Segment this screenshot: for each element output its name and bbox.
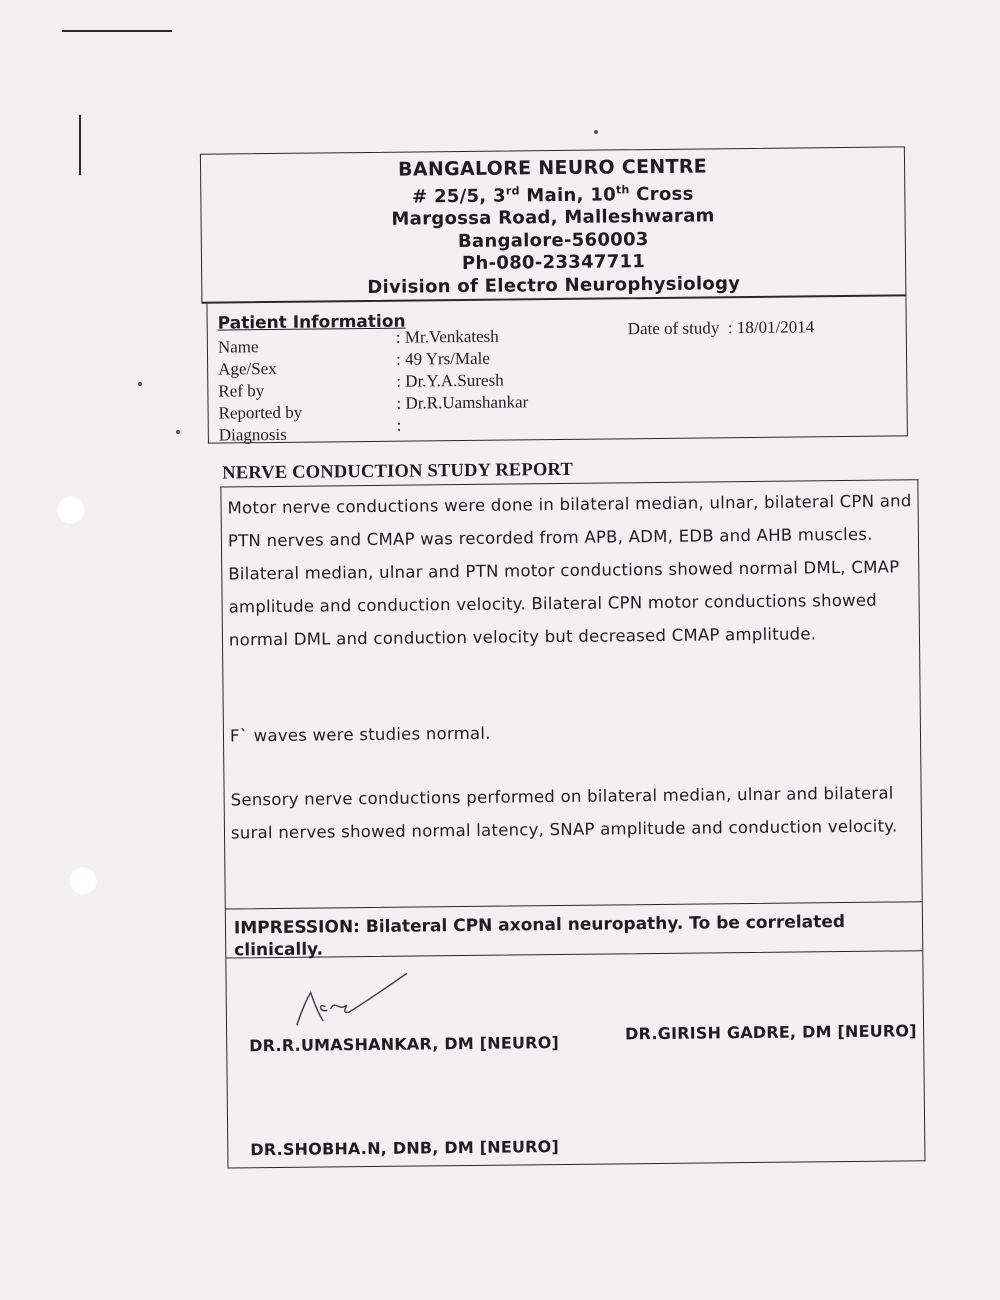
report-body [220,479,922,908]
impression-box [225,901,923,961]
doctor-shobha: DR.SHOBHA.N, DNB, DM [NEURO] [250,1137,560,1160]
label-diagnosis: Diagnosis [218,424,287,445]
label-reported-by: Reported by [218,402,303,423]
label-age-sex: Age/Sex [218,358,277,379]
label-name: Name [217,337,259,357]
signature-scribble [278,962,409,1033]
report-title: NERVE CONDUCTION STUDY REPORT [222,459,574,484]
impression-text: IMPRESSION: Bilateral CPN axonal neuropathy. To be correlated clinically. [233,912,846,961]
road-line: Margossa Road, Malleshwaram [391,205,715,230]
address-line: # 25/5, 3rd Main, 10th Cross [411,182,694,208]
phone-line: Ph-080-23347711 [461,251,646,275]
sensory-conduction-paragraph: Sensory nerve conductions performed on bilateral median, ulnar and bilateral sural nerves showed normal latency, SNAP amplitude and conduction velocity. [230,783,898,843]
value-ref-by: : Dr.Y.A.Suresh [396,370,504,391]
division-line: Division of Electro Neurophysiology [367,272,741,298]
doctor-umashankar: DR.R.UMASHANKAR, DM [NEURO] [249,1033,560,1056]
value-age-sex: : 49 Yrs/Male [395,348,490,369]
signature-box [225,951,925,1168]
patient-info-title: Patient Information [217,311,406,334]
value-diagnosis: : [396,415,402,435]
f-waves-paragraph: F` waves were studies normal. [229,723,491,746]
letterhead [200,146,907,303]
patient-information [206,296,907,443]
centre-name: BANGALORE NEURO CENTRE [397,155,708,181]
label-ref-by: Ref by [218,381,265,401]
doctor-girish-gadre: DR.GIRISH GADRE, DM [NEURO] [625,1021,917,1044]
city-line: Bangalore-560003 [457,228,649,252]
date-of-study: Date of study : 18/01/2014 [627,317,815,339]
value-name: : Mr.Venkatesh [395,326,499,347]
motor-conduction-paragraph: Motor nerve conductions were done in bilateral median, ulnar, bilateral CPN and PTN nerves and CMAP was recorded from APB, ADM, EDB and AHB muscles. Bilateral median, ulnar and PTN motor conductions showed normal DML, CMAP amplitude and conduction velocity. Bilateral CPN motor conductions showed normal DML and conduction velocity but decreased CMAP amplitude. [227,491,912,650]
value-reported-by: : Dr.R.Uamshankar [396,392,529,413]
